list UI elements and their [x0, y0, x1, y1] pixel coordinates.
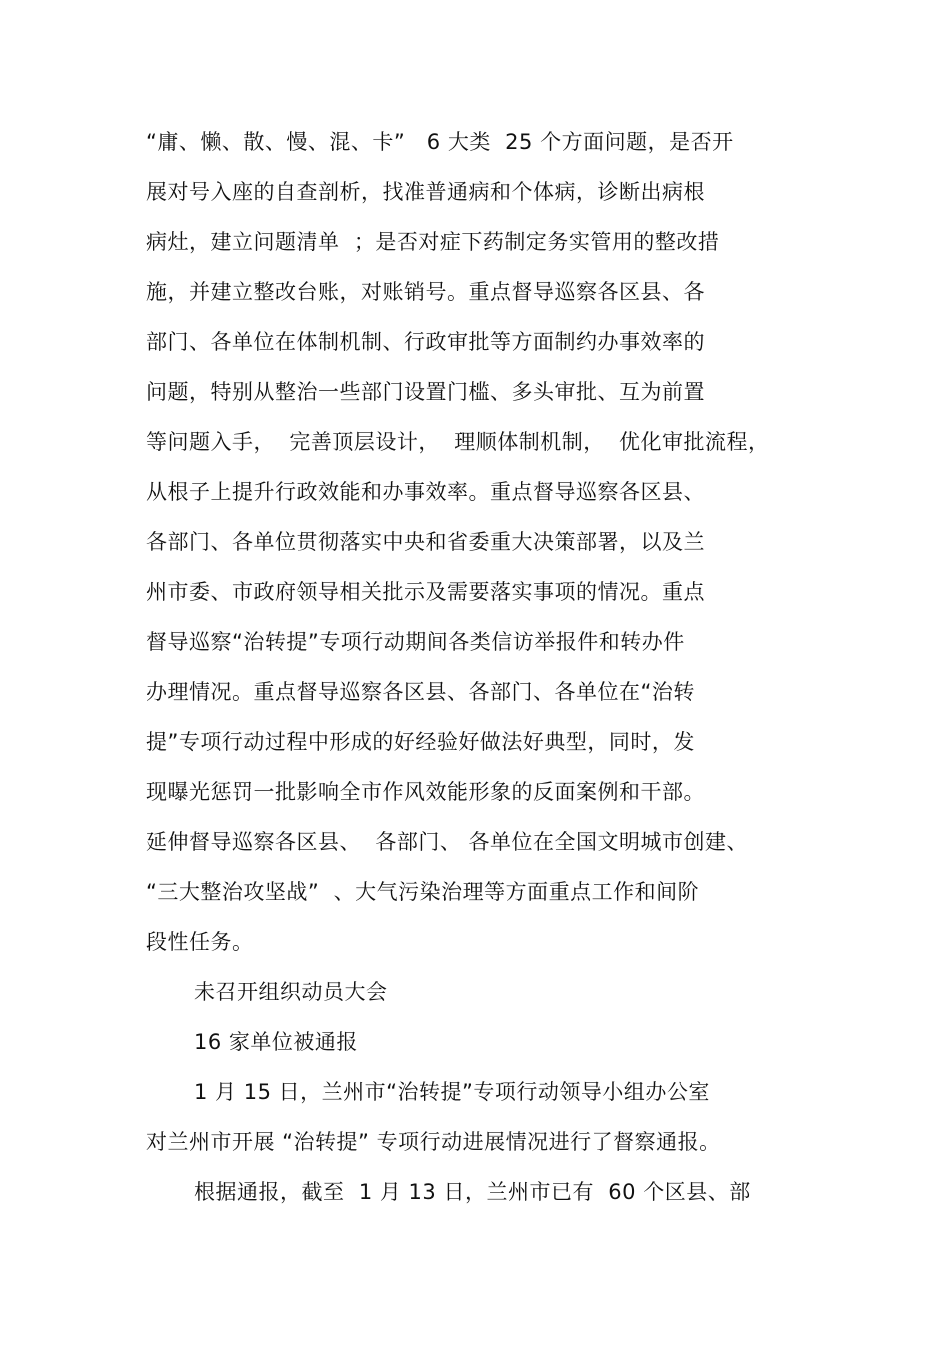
text-line: 施，并建立整改台账，对账销号。重点督导巡察各区县、各 [146, 280, 705, 304]
subheading-line: 未召开组织动员大会 [194, 980, 388, 1004]
text-line: 延伸督导巡察各区县、 各部门、 各单位在全国文明城市创建、 [146, 830, 749, 854]
text-line: 问题，特别从整治一些部门设置门槛、多头审批、互为前置 [146, 380, 705, 404]
text-line: 对兰州市开展 “治转提” 专项行动进展情况进行了督察通报。 [146, 1130, 721, 1154]
text-line: “庸、懒、散、慢、混、卡” 6 大类 25 个方面问题，是否开 [146, 130, 734, 154]
text-line: 1 月 15 日，兰州市“治转提”专项行动领导小组办公室 [194, 1080, 710, 1104]
text-line: 等问题入手， 完善顶层设计， 理顺体制机制， 优化审批流程， [146, 430, 770, 454]
text-line: 段性任务。 [146, 930, 254, 954]
body-text [146, 122, 826, 1222]
text-line: 从根子上提升行政效能和办事效率。重点督导巡察各区县、 [146, 480, 705, 504]
text-line: “三大整治攻坚战” 、大气污染治理等方面重点工作和间阶 [146, 880, 700, 904]
text-line: 现曝光惩罚一批影响全市作风效能形象的反面案例和干部。 [146, 780, 705, 804]
text-line: 病灶，建立问题清单 ；是否对症下药制定务实管用的整改措 [146, 230, 720, 254]
text-line: 提”专项行动过程中形成的好经验好做法好典型，同时，发 [146, 730, 695, 754]
text-line: 督导巡察“治转提”专项行动期间各类信访举报件和转办件 [146, 630, 685, 654]
text-line: 展对号入座的自查剖析，找准普通病和个体病，诊断出病根 [146, 180, 705, 204]
text-line: 州市委、市政府领导相关批示及需要落实事项的情况。重点 [146, 580, 705, 604]
subheading-line: 16 家单位被通报 [194, 1030, 358, 1054]
text-line: 办理情况。重点督导巡察各区县、各部门、各单位在“治转 [146, 680, 695, 704]
text-line: 部门、各单位在体制机制、行政审批等方面制约办事效率的 [146, 330, 705, 354]
text-line: 根据通报，截至 1 月 13 日，兰州市已有 60 个区县、部 [194, 1180, 751, 1204]
text-line: 各部门、各单位贯彻落实中央和省委重大决策部署，以及兰 [146, 530, 705, 554]
